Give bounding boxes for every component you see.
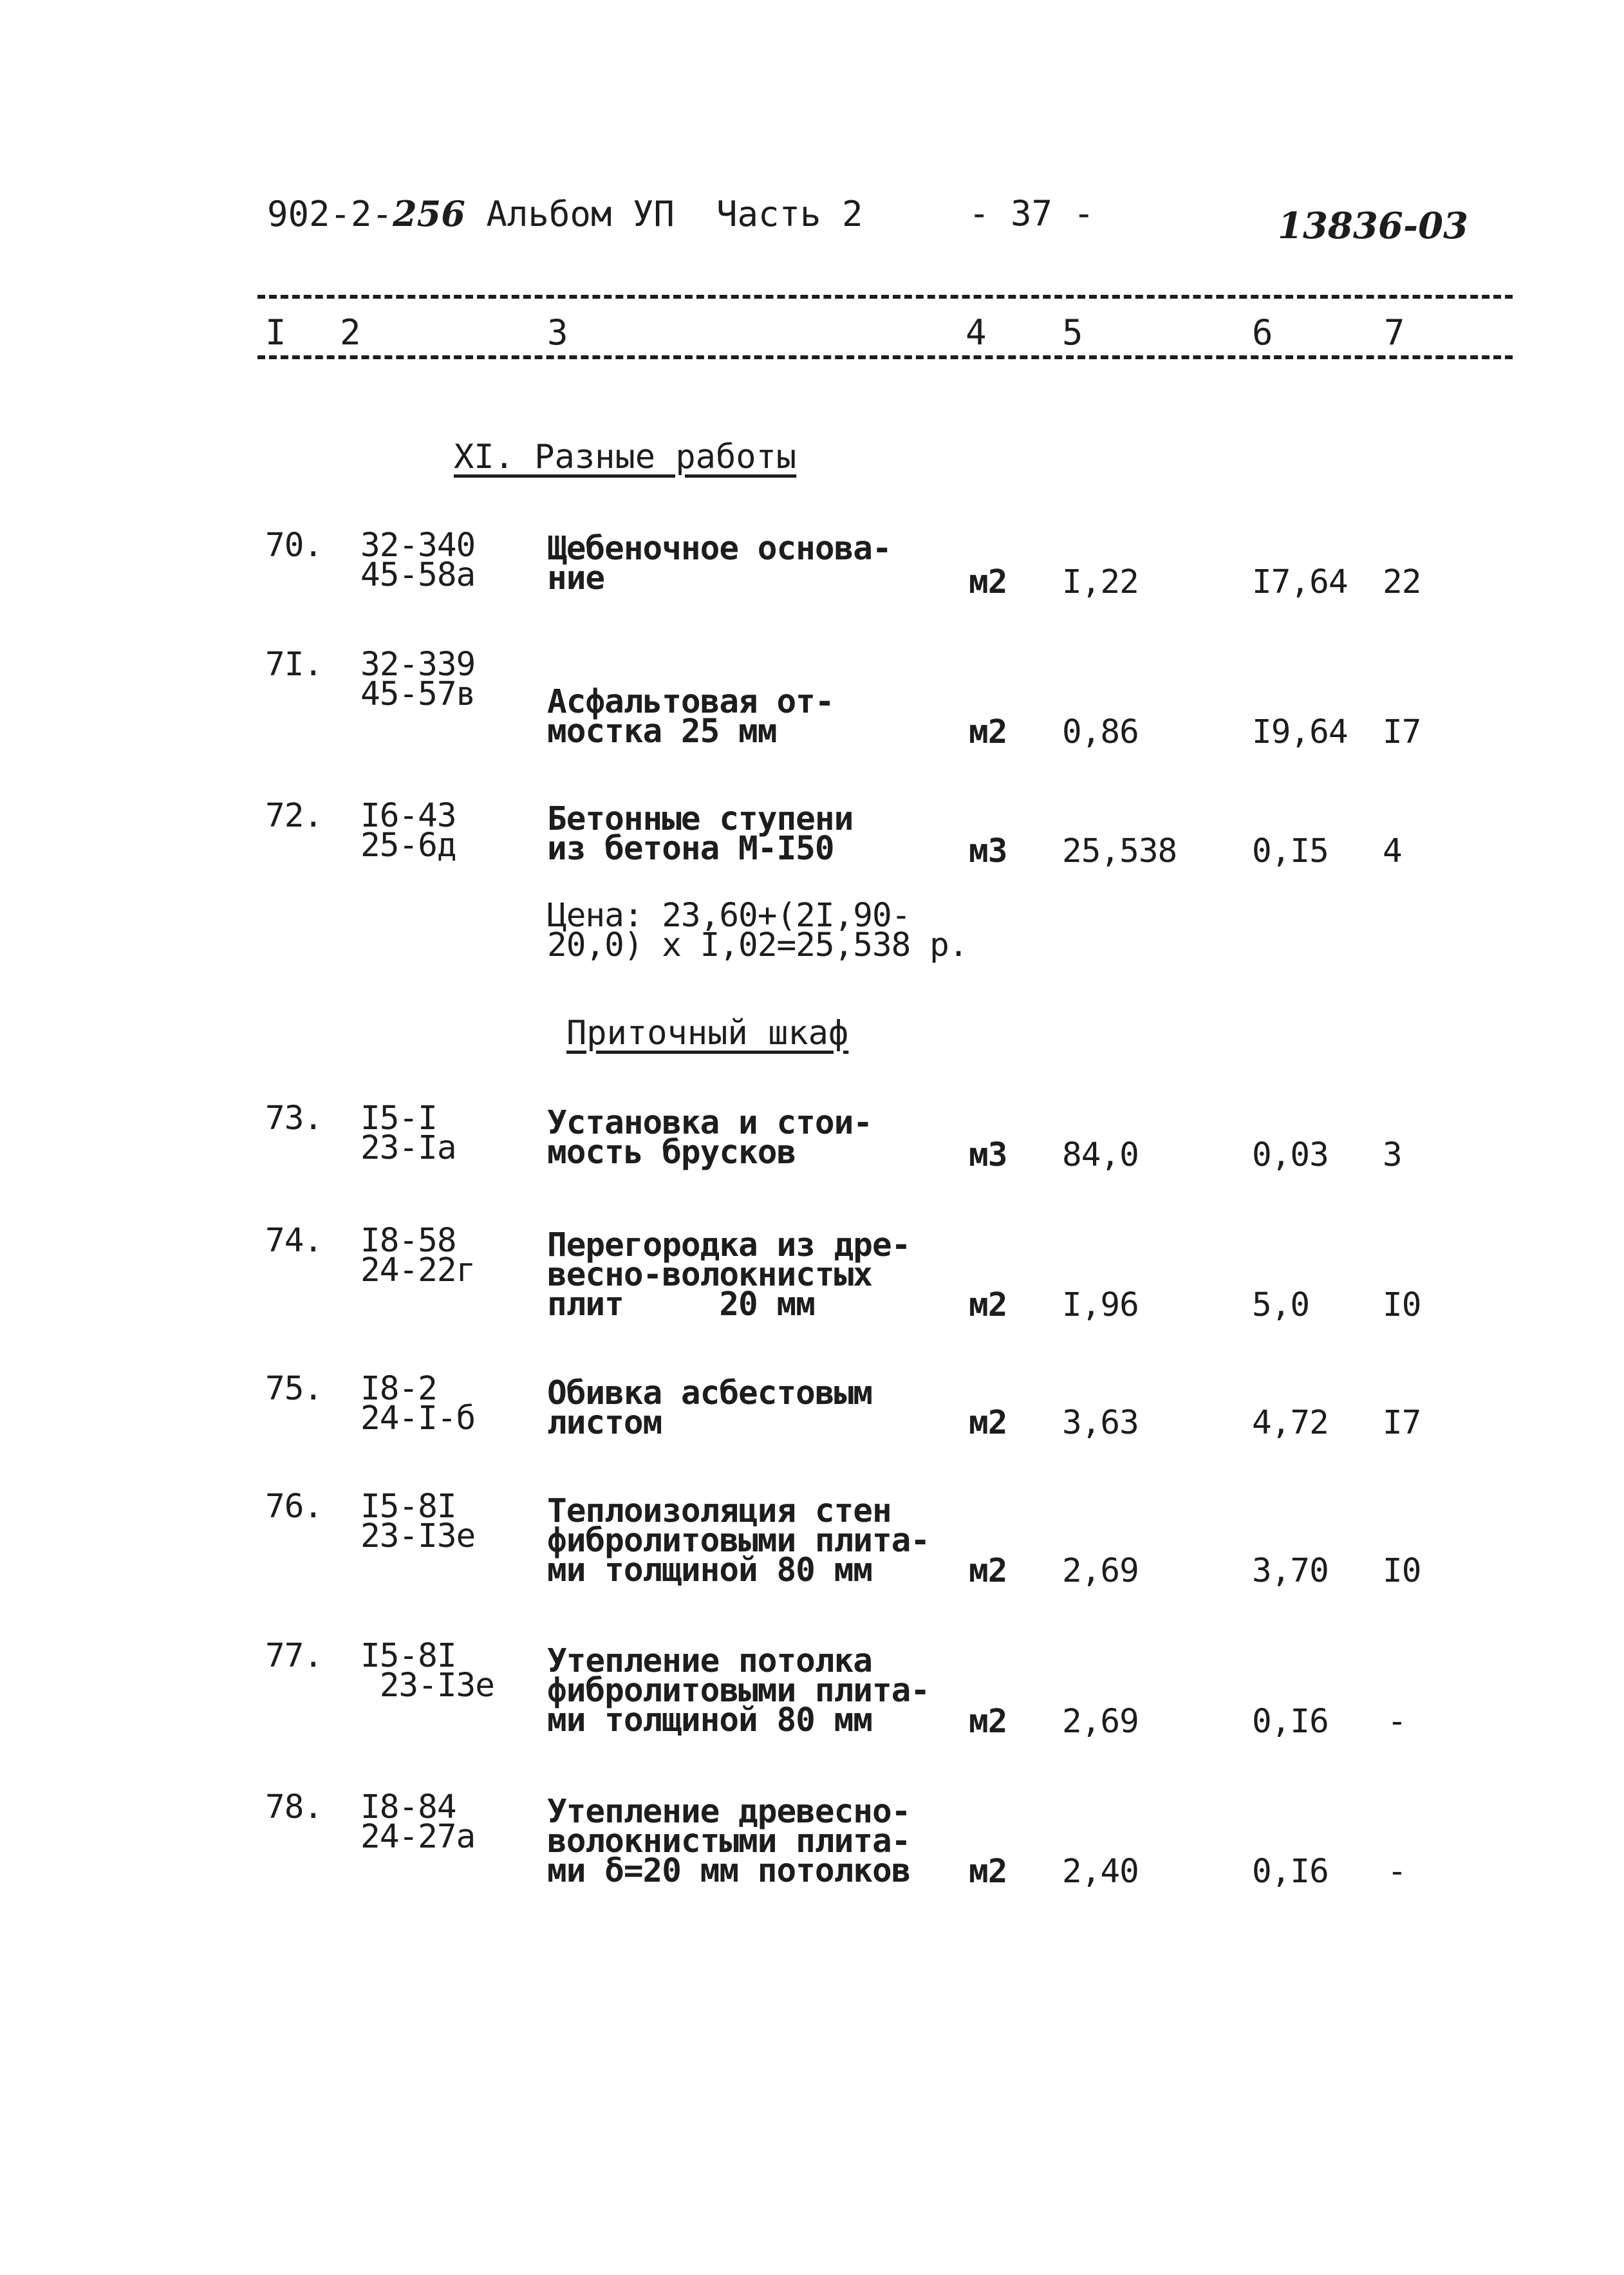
unit-price: 0,86	[1062, 713, 1139, 751]
quantity: I7,64	[1252, 563, 1348, 601]
column-number-3: 3	[547, 312, 568, 353]
total: I7	[1383, 1404, 1421, 1442]
total: I0	[1383, 1552, 1421, 1590]
unit-price: 84,0	[1062, 1136, 1139, 1174]
unit: м2	[969, 1703, 1007, 1741]
total: -	[1387, 1853, 1406, 1891]
quantity: I9,64	[1252, 713, 1348, 751]
unit-price: 2,69	[1062, 1552, 1139, 1590]
norm-codes: I8-58 24-22г	[360, 1222, 476, 1289]
unit: м3	[969, 1136, 1007, 1174]
price-calculation-note: Цена: 23,60+(2I,90- 20,0) х I,02=25,538 р.	[547, 897, 968, 964]
unit-price: 2,69	[1062, 1703, 1139, 1741]
row-number: 72.	[265, 797, 323, 835]
row-number: 73.	[265, 1100, 323, 1138]
norm-codes: I8-2 24-I-б	[360, 1370, 476, 1437]
unit-price: I,22	[1062, 563, 1139, 601]
unit: м2	[969, 713, 1007, 751]
quantity: 0,I5	[1252, 832, 1329, 870]
total: I7	[1383, 713, 1421, 751]
column-number-1: I	[265, 312, 286, 353]
total: 3	[1383, 1136, 1402, 1174]
document-number-handwritten: 256	[393, 193, 465, 234]
total: 22	[1383, 563, 1421, 601]
work-name: Установка и стои- мость брусков	[547, 1104, 872, 1172]
quantity: 0,I6	[1252, 1703, 1329, 1741]
work-name: Утепление древесно- волокнистыми плита- ми δ=20 мм потолков	[547, 1793, 911, 1890]
album-part: Альбом УП Часть 2	[465, 194, 863, 234]
row-number: 76.	[265, 1488, 323, 1526]
unit: м2	[969, 1853, 1007, 1891]
work-name: Обивка асбестовым листом	[547, 1374, 872, 1442]
work-name: Бетонные ступени из бетона М-I50	[547, 800, 854, 868]
unit: м2	[969, 1404, 1007, 1442]
unit-price: 25,538	[1062, 832, 1177, 870]
unit-price: 2,40	[1062, 1853, 1139, 1891]
total: -	[1387, 1703, 1406, 1741]
work-name: Щебеночное основа- ние	[547, 530, 891, 597]
unit: м2	[969, 1286, 1007, 1324]
unit-price: 3,63	[1062, 1404, 1139, 1442]
unit: м2	[969, 563, 1007, 601]
row-number: 7I.	[265, 646, 323, 684]
column-numbers-dashed-rule	[257, 355, 1513, 359]
quantity: 3,70	[1252, 1552, 1329, 1590]
total: 4	[1383, 832, 1402, 870]
column-number-4: 4	[966, 312, 987, 353]
document-code	[267, 193, 863, 234]
column-number-6: 6	[1252, 312, 1273, 353]
norm-codes: I5-8I 23-I3е	[360, 1637, 494, 1705]
quantity: 0,03	[1252, 1136, 1329, 1174]
work-name: Теплоизоляция стен фибролитовыми плита- ми толщиной 80 мм	[547, 1492, 930, 1589]
unit: м2	[969, 1552, 1007, 1590]
quantity: 5,0	[1252, 1286, 1310, 1324]
section-title-supply-cabinet: Приточный шкаф	[566, 1014, 849, 1053]
norm-codes: I5-8I 23-I3е	[360, 1488, 476, 1555]
document-prefix: 902-2-	[267, 194, 393, 234]
quantity: 4,72	[1252, 1404, 1329, 1442]
header-dashed-rule	[257, 295, 1513, 299]
row-number: 75.	[265, 1370, 323, 1408]
norm-codes: I5-I 23-Iа	[360, 1100, 456, 1167]
unit-price: I,96	[1062, 1286, 1139, 1324]
row-number: 74.	[265, 1222, 323, 1260]
work-name: Перегородка из дре- весно-волокнистых плит 20 мм	[547, 1226, 911, 1324]
section-title-misc-works: XI. Разные работы	[454, 438, 797, 476]
work-name: Асфальтовая от- мостка 25 мм	[547, 683, 834, 751]
row-number: 77.	[265, 1637, 323, 1675]
row-number: 78.	[265, 1788, 323, 1826]
norm-codes: I6-43 25-6д	[360, 797, 456, 865]
quantity: 0,I6	[1252, 1853, 1329, 1891]
total: I0	[1383, 1286, 1421, 1324]
unit: м3	[969, 832, 1007, 870]
row-number: 70.	[265, 527, 323, 565]
column-number-2: 2	[340, 312, 361, 353]
column-number-5: 5	[1062, 312, 1083, 353]
inventory-number: 13836-03	[1278, 205, 1468, 247]
norm-codes: 32-339 45-57в	[360, 646, 476, 713]
page-number: - 37 -	[969, 193, 1095, 234]
work-name: Утепление потолка фибролитовыми плита- ми толщиной 80 мм	[547, 1642, 930, 1739]
column-number-7: 7	[1384, 312, 1405, 353]
norm-codes: 32-340 45-58а	[360, 527, 476, 594]
norm-codes: I8-84 24-27а	[360, 1788, 476, 1856]
